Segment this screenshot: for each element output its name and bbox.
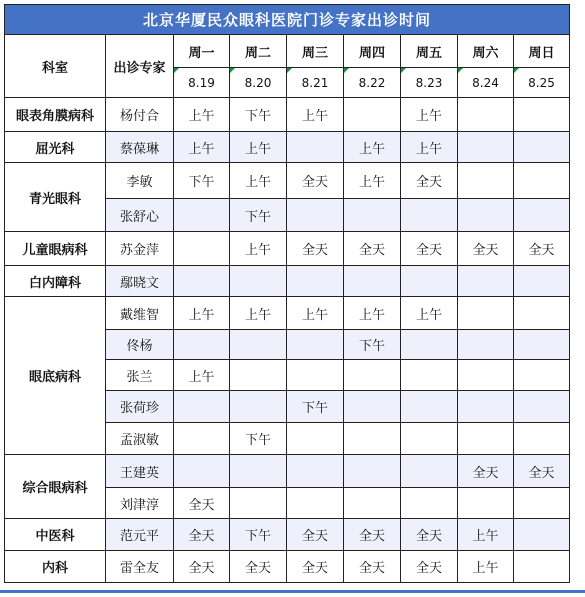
schedule-cell	[514, 297, 570, 330]
schedule-cell	[401, 455, 458, 488]
table-row	[5, 519, 570, 551]
schedule-cell: 全天	[230, 551, 287, 583]
schedule-cell	[458, 98, 514, 132]
schedule-cell: 上午	[344, 163, 401, 199]
schedule-cell	[458, 266, 514, 297]
schedule-cell: 上午	[401, 98, 458, 132]
schedule-cell: 全天	[344, 551, 401, 583]
schedule-cell	[401, 423, 458, 455]
day-header: 周四	[344, 35, 401, 68]
schedule-cell: 上午	[174, 360, 230, 391]
schedule-cell: 上午	[230, 163, 287, 199]
schedule-cell: 全天	[287, 163, 344, 199]
schedule-cell	[344, 360, 401, 391]
table-row	[5, 98, 570, 132]
schedule-cell	[344, 391, 401, 423]
schedule-cell	[514, 423, 570, 455]
schedule-cell	[514, 163, 570, 199]
schedule-cell	[174, 330, 230, 360]
schedule-cell	[458, 199, 514, 232]
schedule-cell: 全天	[401, 163, 458, 199]
doctor-column-header: 出诊专家	[106, 35, 174, 98]
schedule-cell	[287, 132, 344, 163]
schedule-cell	[514, 199, 570, 232]
schedule-cell: 下午	[230, 423, 287, 455]
department-cell: 屈光科	[5, 132, 106, 163]
schedule-cell	[514, 360, 570, 391]
schedule-cell: 上午	[230, 297, 287, 330]
schedule-cell: 全天	[344, 519, 401, 551]
department-cell: 内科	[5, 551, 106, 583]
schedule-cell	[344, 98, 401, 132]
schedule-cell	[458, 163, 514, 199]
schedule-cell: 全天	[287, 232, 344, 266]
schedule-cell: 全天	[174, 488, 230, 519]
department-cell: 眼表角膜病科	[5, 98, 106, 132]
schedule-cell	[287, 360, 344, 391]
schedule-cell: 上午	[174, 297, 230, 330]
schedule-cell: 全天	[514, 232, 570, 266]
schedule-cell	[174, 423, 230, 455]
schedule-cell: 上午	[458, 519, 514, 551]
schedule-cell: 上午	[401, 132, 458, 163]
day-header: 周日	[514, 35, 570, 68]
doctor-cell: 张兰	[106, 360, 174, 391]
schedule-cell: 下午	[230, 519, 287, 551]
schedule-cell: 全天	[401, 551, 458, 583]
date-header: 8.21	[287, 68, 344, 98]
day-header: 周三	[287, 35, 344, 68]
schedule-cell: 上午	[458, 551, 514, 583]
date-header: 8.24	[458, 68, 514, 98]
schedule-cell: 上午	[344, 132, 401, 163]
schedule-cell	[344, 488, 401, 519]
schedule-cell	[287, 455, 344, 488]
date-header: 8.25	[514, 68, 570, 98]
schedule-table	[4, 4, 570, 583]
day-header: 周五	[401, 35, 458, 68]
schedule-cell	[458, 297, 514, 330]
doctor-cell: 刘津淳	[106, 488, 174, 519]
table-row	[5, 297, 570, 330]
department-cell: 眼底病科	[5, 297, 106, 455]
schedule-cell	[344, 455, 401, 488]
schedule-cell: 上午	[174, 132, 230, 163]
doctor-cell: 孟淑敏	[106, 423, 174, 455]
table-row	[5, 132, 570, 163]
day-header: 周二	[230, 35, 287, 68]
schedule-cell: 上午	[230, 232, 287, 266]
schedule-cell	[458, 488, 514, 519]
schedule-cell	[514, 551, 570, 583]
schedule-cell	[458, 132, 514, 163]
table-row	[5, 266, 570, 297]
schedule-cell	[514, 519, 570, 551]
schedule-cell: 全天	[514, 455, 570, 488]
schedule-cell: 下午	[174, 163, 230, 199]
date-header: 8.23	[401, 68, 458, 98]
schedule-cell: 全天	[458, 232, 514, 266]
schedule-cell	[230, 488, 287, 519]
schedule-cell: 全天	[344, 232, 401, 266]
department-cell: 中医科	[5, 519, 106, 551]
schedule-cell: 下午	[344, 330, 401, 360]
schedule-cell: 上午	[401, 297, 458, 330]
schedule-cell: 上午	[287, 98, 344, 132]
schedule-cell	[514, 266, 570, 297]
doctor-cell: 雷全友	[106, 551, 174, 583]
schedule-cell	[287, 266, 344, 297]
schedule-cell	[287, 199, 344, 232]
schedule-cell: 上午	[287, 297, 344, 330]
date-header: 8.19	[174, 68, 230, 98]
schedule-cell	[174, 232, 230, 266]
schedule-cell	[514, 132, 570, 163]
schedule-cell	[230, 455, 287, 488]
schedule-cell	[514, 391, 570, 423]
doctor-cell: 鄢晓文	[106, 266, 174, 297]
table-row	[5, 551, 570, 583]
schedule-cell	[458, 330, 514, 360]
doctor-cell: 杨付合	[106, 98, 174, 132]
schedule-cell: 下午	[230, 98, 287, 132]
table-row	[5, 232, 570, 266]
department-cell: 青光眼科	[5, 163, 106, 232]
schedule-cell	[287, 423, 344, 455]
schedule-cell	[287, 330, 344, 360]
schedule-cell	[514, 488, 570, 519]
schedule-cell: 上午	[230, 132, 287, 163]
schedule-cell: 全天	[174, 551, 230, 583]
doctor-cell: 范元平	[106, 519, 174, 551]
schedule-cell	[344, 423, 401, 455]
schedule-cell: 全天	[401, 519, 458, 551]
schedule-cell	[230, 266, 287, 297]
schedule-cell	[230, 360, 287, 391]
schedule-cell: 全天	[287, 551, 344, 583]
schedule-cell	[401, 488, 458, 519]
schedule-cell	[458, 391, 514, 423]
schedule-cell: 下午	[287, 391, 344, 423]
schedule-cell	[174, 455, 230, 488]
schedule-cell	[458, 360, 514, 391]
doctor-cell: 戴维智	[106, 297, 174, 330]
schedule-cell: 全天	[287, 519, 344, 551]
schedule-cell	[344, 199, 401, 232]
schedule-cell	[344, 266, 401, 297]
schedule-cell	[401, 391, 458, 423]
schedule-cell	[230, 391, 287, 423]
bottom-border	[0, 590, 585, 593]
date-header: 8.20	[230, 68, 287, 98]
date-header: 8.22	[344, 68, 401, 98]
doctor-cell: 苏金萍	[106, 232, 174, 266]
doctor-cell: 李敏	[106, 163, 174, 199]
schedule-cell	[514, 330, 570, 360]
schedule-cell	[174, 266, 230, 297]
table-row	[5, 455, 570, 488]
day-header: 周一	[174, 35, 230, 68]
schedule-cell: 全天	[401, 232, 458, 266]
schedule-cell: 上午	[174, 98, 230, 132]
schedule-cell	[401, 266, 458, 297]
doctor-cell: 王建英	[106, 455, 174, 488]
doctor-cell: 佟杨	[106, 330, 174, 360]
schedule-cell	[174, 199, 230, 232]
schedule-cell	[401, 199, 458, 232]
department-cell: 综合眼病科	[5, 455, 106, 519]
schedule-cell	[401, 360, 458, 391]
schedule-cell: 全天	[174, 519, 230, 551]
schedule-cell: 上午	[344, 297, 401, 330]
schedule-cell: 全天	[458, 455, 514, 488]
doctor-cell: 蔡葆琳	[106, 132, 174, 163]
schedule-cell	[401, 330, 458, 360]
doctor-cell: 张舒心	[106, 199, 174, 232]
department-cell: 白内障科	[5, 266, 106, 297]
dept-column-header: 科室	[5, 35, 106, 98]
schedule-cell	[230, 330, 287, 360]
schedule-cell	[458, 423, 514, 455]
schedule-cell: 下午	[230, 199, 287, 232]
page-title: 北京华厦民众眼科医院门诊专家出诊时间	[5, 5, 570, 35]
schedule-cell	[287, 488, 344, 519]
schedule-cell	[514, 98, 570, 132]
doctor-cell: 张荷珍	[106, 391, 174, 423]
department-cell: 儿童眼病科	[5, 232, 106, 266]
schedule-cell	[174, 391, 230, 423]
day-header: 周六	[458, 35, 514, 68]
table-row	[5, 163, 570, 199]
